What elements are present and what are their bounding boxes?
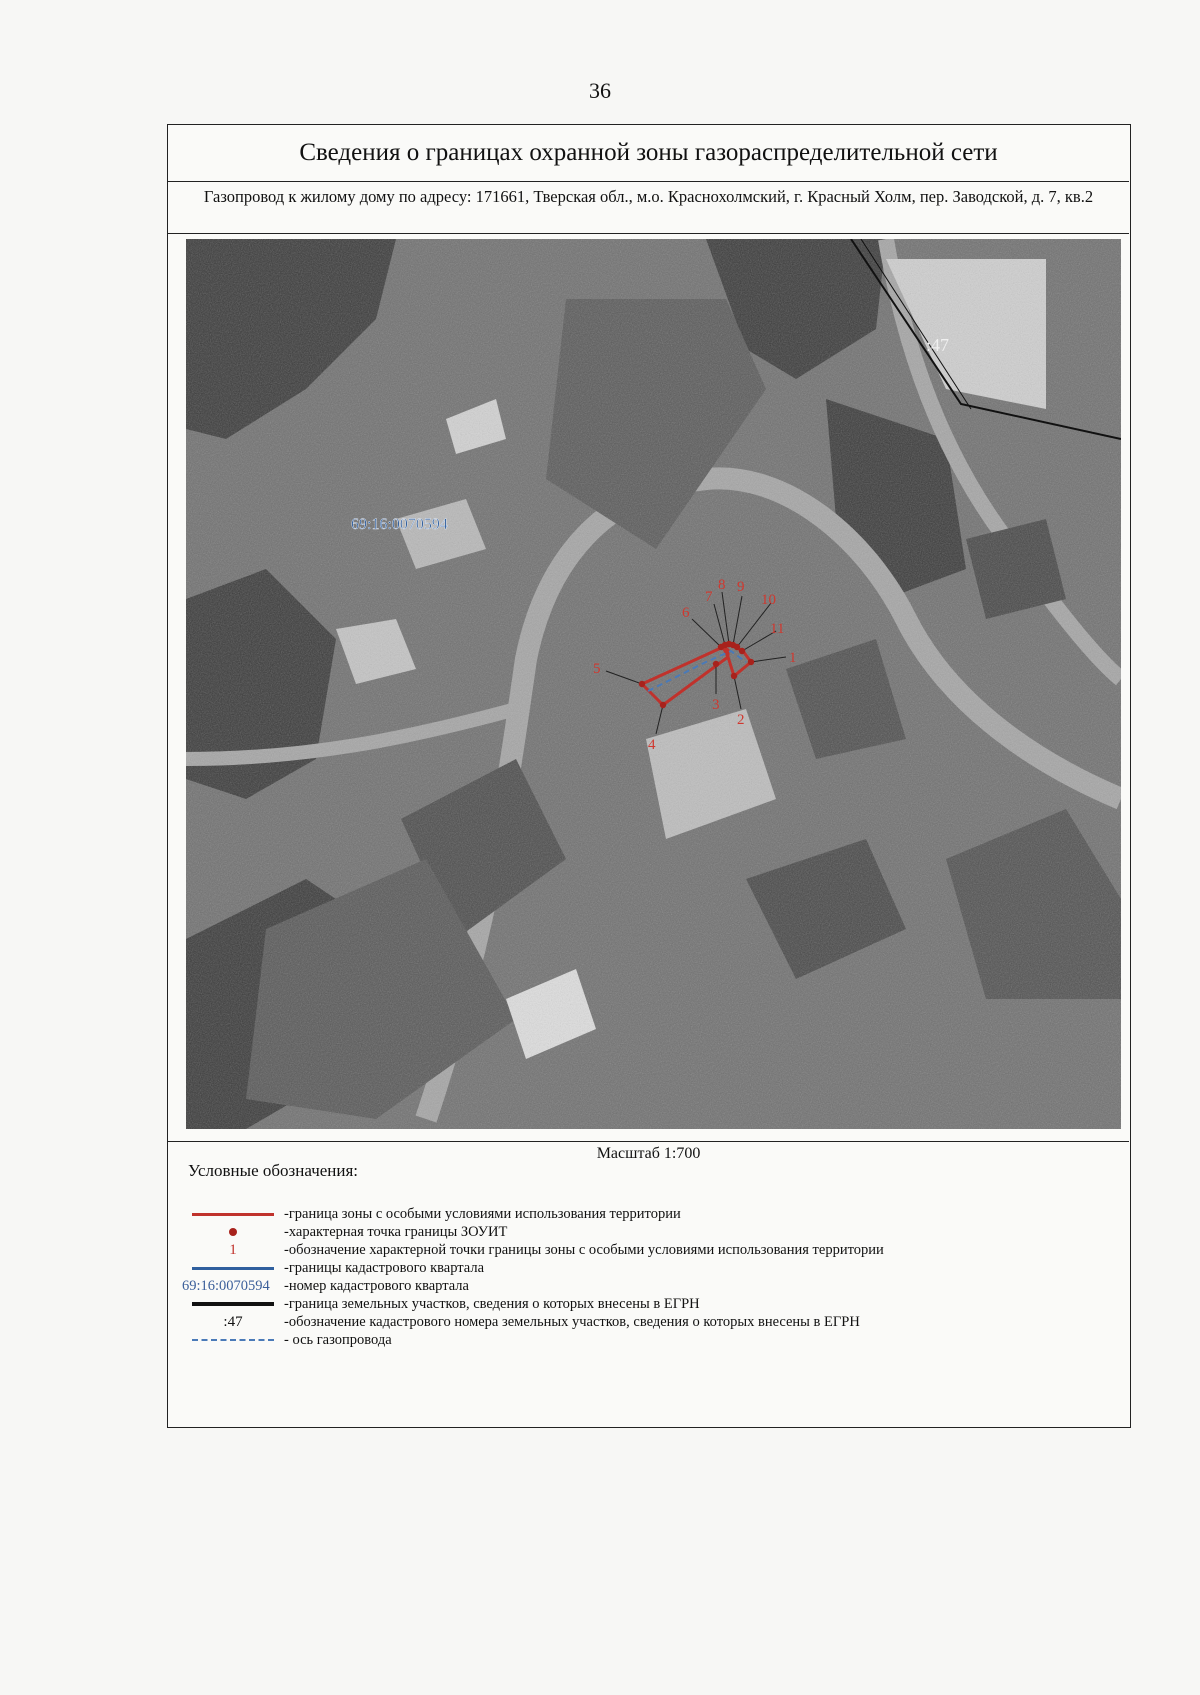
zone-point-2[interactable] bbox=[731, 673, 737, 679]
legend-item-quarter-boundary bbox=[182, 1259, 1112, 1277]
map-canvas bbox=[186, 239, 1121, 1129]
legend bbox=[182, 1205, 1112, 1349]
blue-line-symbol bbox=[192, 1267, 274, 1270]
red-dot-symbol bbox=[229, 1228, 237, 1236]
point-label-6: 6 bbox=[682, 605, 690, 621]
dashed-line-symbol bbox=[192, 1339, 274, 1341]
point-label-10: 10 bbox=[761, 592, 776, 608]
point-label-4: 4 bbox=[648, 737, 656, 753]
photo-texture bbox=[186, 239, 1121, 1129]
parcel-number-symbol: :47 bbox=[223, 1313, 243, 1330]
legend-text: -граница зоны с особыми условиями использования территории bbox=[284, 1205, 681, 1222]
legend-item-zone-point bbox=[182, 1223, 1112, 1241]
point-label-1: 1 bbox=[789, 650, 797, 666]
legend-text: -обозначение характерной точки границы зоны с особыми условиями использования территории bbox=[284, 1241, 884, 1258]
legend-text: - ось газопровода bbox=[284, 1331, 392, 1348]
zone-point-10[interactable] bbox=[734, 644, 740, 650]
legend-item-pipeline-axis bbox=[182, 1331, 1112, 1349]
point-label-7: 7 bbox=[705, 589, 713, 605]
quarter-number-label: 69:16:0070594 bbox=[351, 516, 448, 533]
legend-item-quarter-number bbox=[182, 1277, 1112, 1295]
legend-text: -характерная точка границы ЗОУИТ bbox=[284, 1223, 508, 1240]
legend-text: -обозначение кадастрового номера земельных участков, сведения о которых внесены в ЕГРН bbox=[284, 1313, 860, 1330]
point-label-2: 2 bbox=[737, 712, 745, 728]
black-line-symbol bbox=[192, 1302, 274, 1306]
legend-text: -границы кадастрового квартала bbox=[284, 1259, 485, 1276]
legend-item-parcel-number bbox=[182, 1313, 1112, 1331]
legend-item-point-number bbox=[182, 1241, 1112, 1259]
point-label-8: 8 bbox=[718, 577, 726, 593]
map-bottom-rule bbox=[168, 1141, 1129, 1142]
zone-point-3[interactable] bbox=[713, 661, 719, 667]
page-number: 36 bbox=[589, 78, 611, 103]
map-scale: Масштаб 1:700 bbox=[596, 1145, 701, 1162]
sheet-title: Сведения о границах охранной зоны газораспределительной сети bbox=[168, 125, 1129, 182]
sheet-subtitle: Газопровод к жилому дому по адресу: 171661, Тверская обл., м.о. Краснохолмский, г. Красный Холм, пер. Заводской, д. 7, кв.2 bbox=[168, 182, 1129, 234]
zone-point-5[interactable] bbox=[639, 681, 645, 687]
point-label-11: 11 bbox=[770, 621, 785, 637]
zone-point-11[interactable] bbox=[739, 648, 745, 654]
aerial-map[interactable] bbox=[186, 239, 1121, 1129]
map-sheet-frame bbox=[167, 124, 1131, 1428]
red-number-symbol: 1 bbox=[229, 1241, 237, 1258]
red-line-symbol bbox=[192, 1213, 274, 1216]
legend-title: Условные обозначения: bbox=[188, 1161, 359, 1180]
legend-text: -номер кадастрового квартала bbox=[284, 1277, 469, 1294]
point-label-9: 9 bbox=[737, 579, 745, 595]
point-label-3: 3 bbox=[712, 697, 720, 713]
zone-point-1[interactable] bbox=[748, 659, 754, 665]
zone-point-4[interactable] bbox=[660, 702, 666, 708]
point-label-5: 5 bbox=[593, 661, 601, 677]
legend-item-zone-boundary bbox=[182, 1205, 1112, 1223]
legend-text: -граница земельных участков, сведения о которых внесены в ЕГРН bbox=[284, 1295, 700, 1312]
legend-item-parcel-boundary bbox=[182, 1295, 1112, 1313]
parcel-number-label: :47 bbox=[926, 335, 950, 355]
quarter-number-symbol: 69:16:0070594 bbox=[182, 1277, 270, 1294]
